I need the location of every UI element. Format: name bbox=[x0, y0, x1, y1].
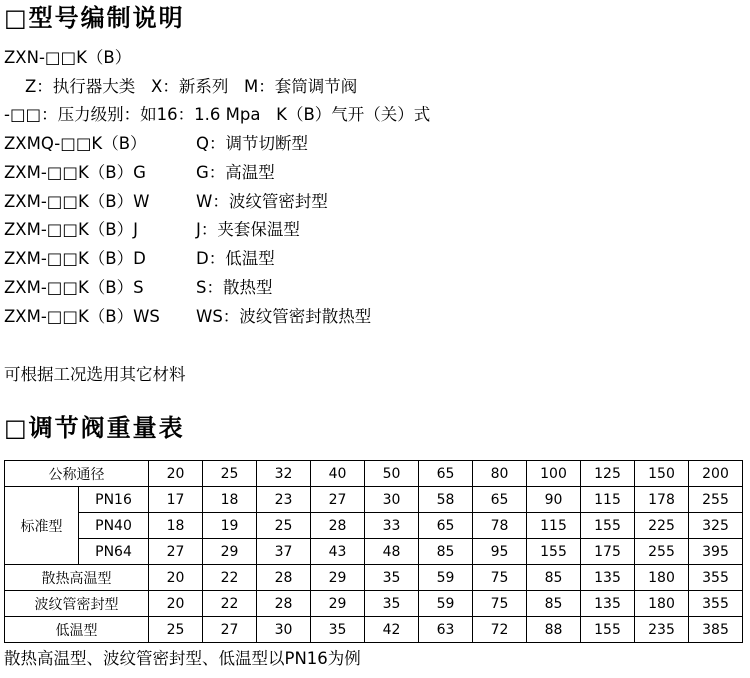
table-row bbox=[5, 591, 743, 617]
weight-cell: 88 bbox=[527, 617, 581, 643]
weight-cell: 178 bbox=[635, 487, 689, 513]
model-code-meaning: D：低温型 bbox=[196, 249, 275, 268]
model-code-meaning: W：波纹管密封型 bbox=[196, 192, 328, 211]
weight-cell: 225 bbox=[635, 513, 689, 539]
weight-cell: 35 bbox=[365, 591, 419, 617]
weight-cell: 90 bbox=[527, 487, 581, 513]
weight-cell: 27 bbox=[149, 539, 203, 565]
weight-cell: 17 bbox=[149, 487, 203, 513]
weight-cell: 155 bbox=[581, 617, 635, 643]
weight-cell: 65 bbox=[419, 513, 473, 539]
size-cell: 100 bbox=[527, 461, 581, 487]
model-line bbox=[4, 162, 275, 184]
pressure-class-cell: PN40 bbox=[79, 513, 149, 539]
table-row bbox=[5, 487, 743, 513]
weight-cell: 25 bbox=[149, 617, 203, 643]
weight-cell: 18 bbox=[149, 513, 203, 539]
model-line bbox=[4, 219, 300, 241]
weight-cell: 25 bbox=[257, 513, 311, 539]
size-cell: 50 bbox=[365, 461, 419, 487]
model-code-meaning: Q：调节切断型 bbox=[196, 134, 308, 153]
type-cell: 散热高温型 bbox=[5, 565, 149, 591]
standard-type-cell: 标准型 bbox=[5, 487, 79, 565]
material-note: 可根据工况选用其它材料 bbox=[4, 365, 186, 384]
weight-cell: 115 bbox=[527, 513, 581, 539]
size-cell: 20 bbox=[149, 461, 203, 487]
table-row bbox=[5, 565, 743, 591]
weight-cell: 29 bbox=[203, 539, 257, 565]
model-line bbox=[4, 133, 308, 155]
weight-cell: 29 bbox=[311, 565, 365, 591]
table-row bbox=[5, 513, 743, 539]
model-line bbox=[4, 76, 357, 98]
weight-cell: 175 bbox=[581, 539, 635, 565]
model-code: ZXM-□□K（B）D bbox=[4, 249, 146, 268]
weight-cell: 180 bbox=[635, 565, 689, 591]
weight-table-heading: □调节阀重量表 bbox=[4, 414, 185, 442]
weight-cell: 95 bbox=[473, 539, 527, 565]
model-line bbox=[4, 306, 372, 328]
model-line bbox=[4, 248, 275, 270]
weight-cell: 135 bbox=[581, 591, 635, 617]
weight-cell: 19 bbox=[203, 513, 257, 539]
weight-cell: 180 bbox=[635, 591, 689, 617]
weight-cell: 65 bbox=[473, 487, 527, 513]
weight-cell: 33 bbox=[365, 513, 419, 539]
model-code: ZXM-□□K（B）WS bbox=[4, 307, 160, 326]
weight-cell: 75 bbox=[473, 591, 527, 617]
footer-note: 散热高温型、波纹管密封型、低温型以PN16为例 bbox=[4, 649, 361, 668]
weight-cell: 155 bbox=[581, 513, 635, 539]
weight-cell: 59 bbox=[419, 591, 473, 617]
size-cell: 40 bbox=[311, 461, 365, 487]
table-header-row bbox=[5, 461, 743, 487]
weight-cell: 43 bbox=[311, 539, 365, 565]
weight-cell: 355 bbox=[689, 591, 743, 617]
size-cell: 32 bbox=[257, 461, 311, 487]
weight-cell: 27 bbox=[203, 617, 257, 643]
model-code-meaning: WS：波纹管密封散热型 bbox=[196, 307, 372, 326]
weight-cell: 63 bbox=[419, 617, 473, 643]
model-code-meaning: S：散热型 bbox=[196, 278, 273, 297]
model-line bbox=[4, 277, 273, 299]
weight-cell: 37 bbox=[257, 539, 311, 565]
model-code-meaning: G：高温型 bbox=[196, 163, 275, 182]
weight-cell: 115 bbox=[581, 487, 635, 513]
weight-cell: 255 bbox=[689, 487, 743, 513]
weight-table bbox=[4, 460, 743, 643]
weight-cell: 35 bbox=[365, 565, 419, 591]
weight-cell: 85 bbox=[527, 591, 581, 617]
header-label-cell: 公称通径 bbox=[5, 461, 149, 487]
weight-cell: 28 bbox=[311, 513, 365, 539]
weight-cell: 18 bbox=[203, 487, 257, 513]
weight-cell: 23 bbox=[257, 487, 311, 513]
type-cell: 低温型 bbox=[5, 617, 149, 643]
weight-cell: 30 bbox=[257, 617, 311, 643]
size-cell: 80 bbox=[473, 461, 527, 487]
model-code: ZXM-□□K（B）G bbox=[4, 163, 146, 182]
weight-cell: 22 bbox=[203, 565, 257, 591]
model-line bbox=[4, 47, 131, 69]
table-row bbox=[5, 539, 743, 565]
weight-cell: 59 bbox=[419, 565, 473, 591]
weight-cell: 58 bbox=[419, 487, 473, 513]
weight-cell: 75 bbox=[473, 565, 527, 591]
model-code: ZXM-□□K（B）W bbox=[4, 192, 150, 211]
weight-cell: 395 bbox=[689, 539, 743, 565]
weight-cell: 29 bbox=[311, 591, 365, 617]
weight-cell: 155 bbox=[527, 539, 581, 565]
weight-cell: 27 bbox=[311, 487, 365, 513]
weight-cell: 85 bbox=[419, 539, 473, 565]
weight-cell: 48 bbox=[365, 539, 419, 565]
table-row bbox=[5, 617, 743, 643]
size-cell: 200 bbox=[689, 461, 743, 487]
model-code: ZXM-□□K（B）S bbox=[4, 278, 144, 297]
pressure-class-cell: PN64 bbox=[79, 539, 149, 565]
model-code: Z：执行器大类 X：新系列 M：套筒调节阀 bbox=[4, 77, 358, 96]
weight-cell: 22 bbox=[203, 591, 257, 617]
weight-cell: 325 bbox=[689, 513, 743, 539]
weight-cell: 30 bbox=[365, 487, 419, 513]
weight-cell: 20 bbox=[149, 565, 203, 591]
weight-cell: 35 bbox=[311, 617, 365, 643]
size-cell: 65 bbox=[419, 461, 473, 487]
model-line bbox=[4, 191, 328, 213]
weight-cell: 235 bbox=[635, 617, 689, 643]
model-code: -□□：压力级别：如16：1.6 Mpa K（B）气开（关）式 bbox=[4, 105, 431, 124]
weight-cell: 78 bbox=[473, 513, 527, 539]
size-cell: 25 bbox=[203, 461, 257, 487]
model-code: ZXN-□□K（B） bbox=[4, 48, 132, 67]
model-heading: □型号编制说明 bbox=[4, 4, 185, 32]
model-code: ZXMQ-□□K（B） bbox=[4, 134, 147, 153]
weight-cell: 28 bbox=[257, 565, 311, 591]
pressure-class-cell: PN16 bbox=[79, 487, 149, 513]
weight-cell: 135 bbox=[581, 565, 635, 591]
weight-cell: 85 bbox=[527, 565, 581, 591]
weight-cell: 255 bbox=[635, 539, 689, 565]
model-code-meaning: J：夹套保温型 bbox=[196, 220, 300, 239]
weight-cell: 385 bbox=[689, 617, 743, 643]
model-line bbox=[4, 104, 430, 126]
weight-cell: 42 bbox=[365, 617, 419, 643]
model-code: ZXM-□□K（B）J bbox=[4, 220, 138, 239]
weight-cell: 355 bbox=[689, 565, 743, 591]
type-cell: 波纹管密封型 bbox=[5, 591, 149, 617]
size-cell: 125 bbox=[581, 461, 635, 487]
weight-cell: 28 bbox=[257, 591, 311, 617]
size-cell: 150 bbox=[635, 461, 689, 487]
weight-cell: 72 bbox=[473, 617, 527, 643]
weight-cell: 20 bbox=[149, 591, 203, 617]
